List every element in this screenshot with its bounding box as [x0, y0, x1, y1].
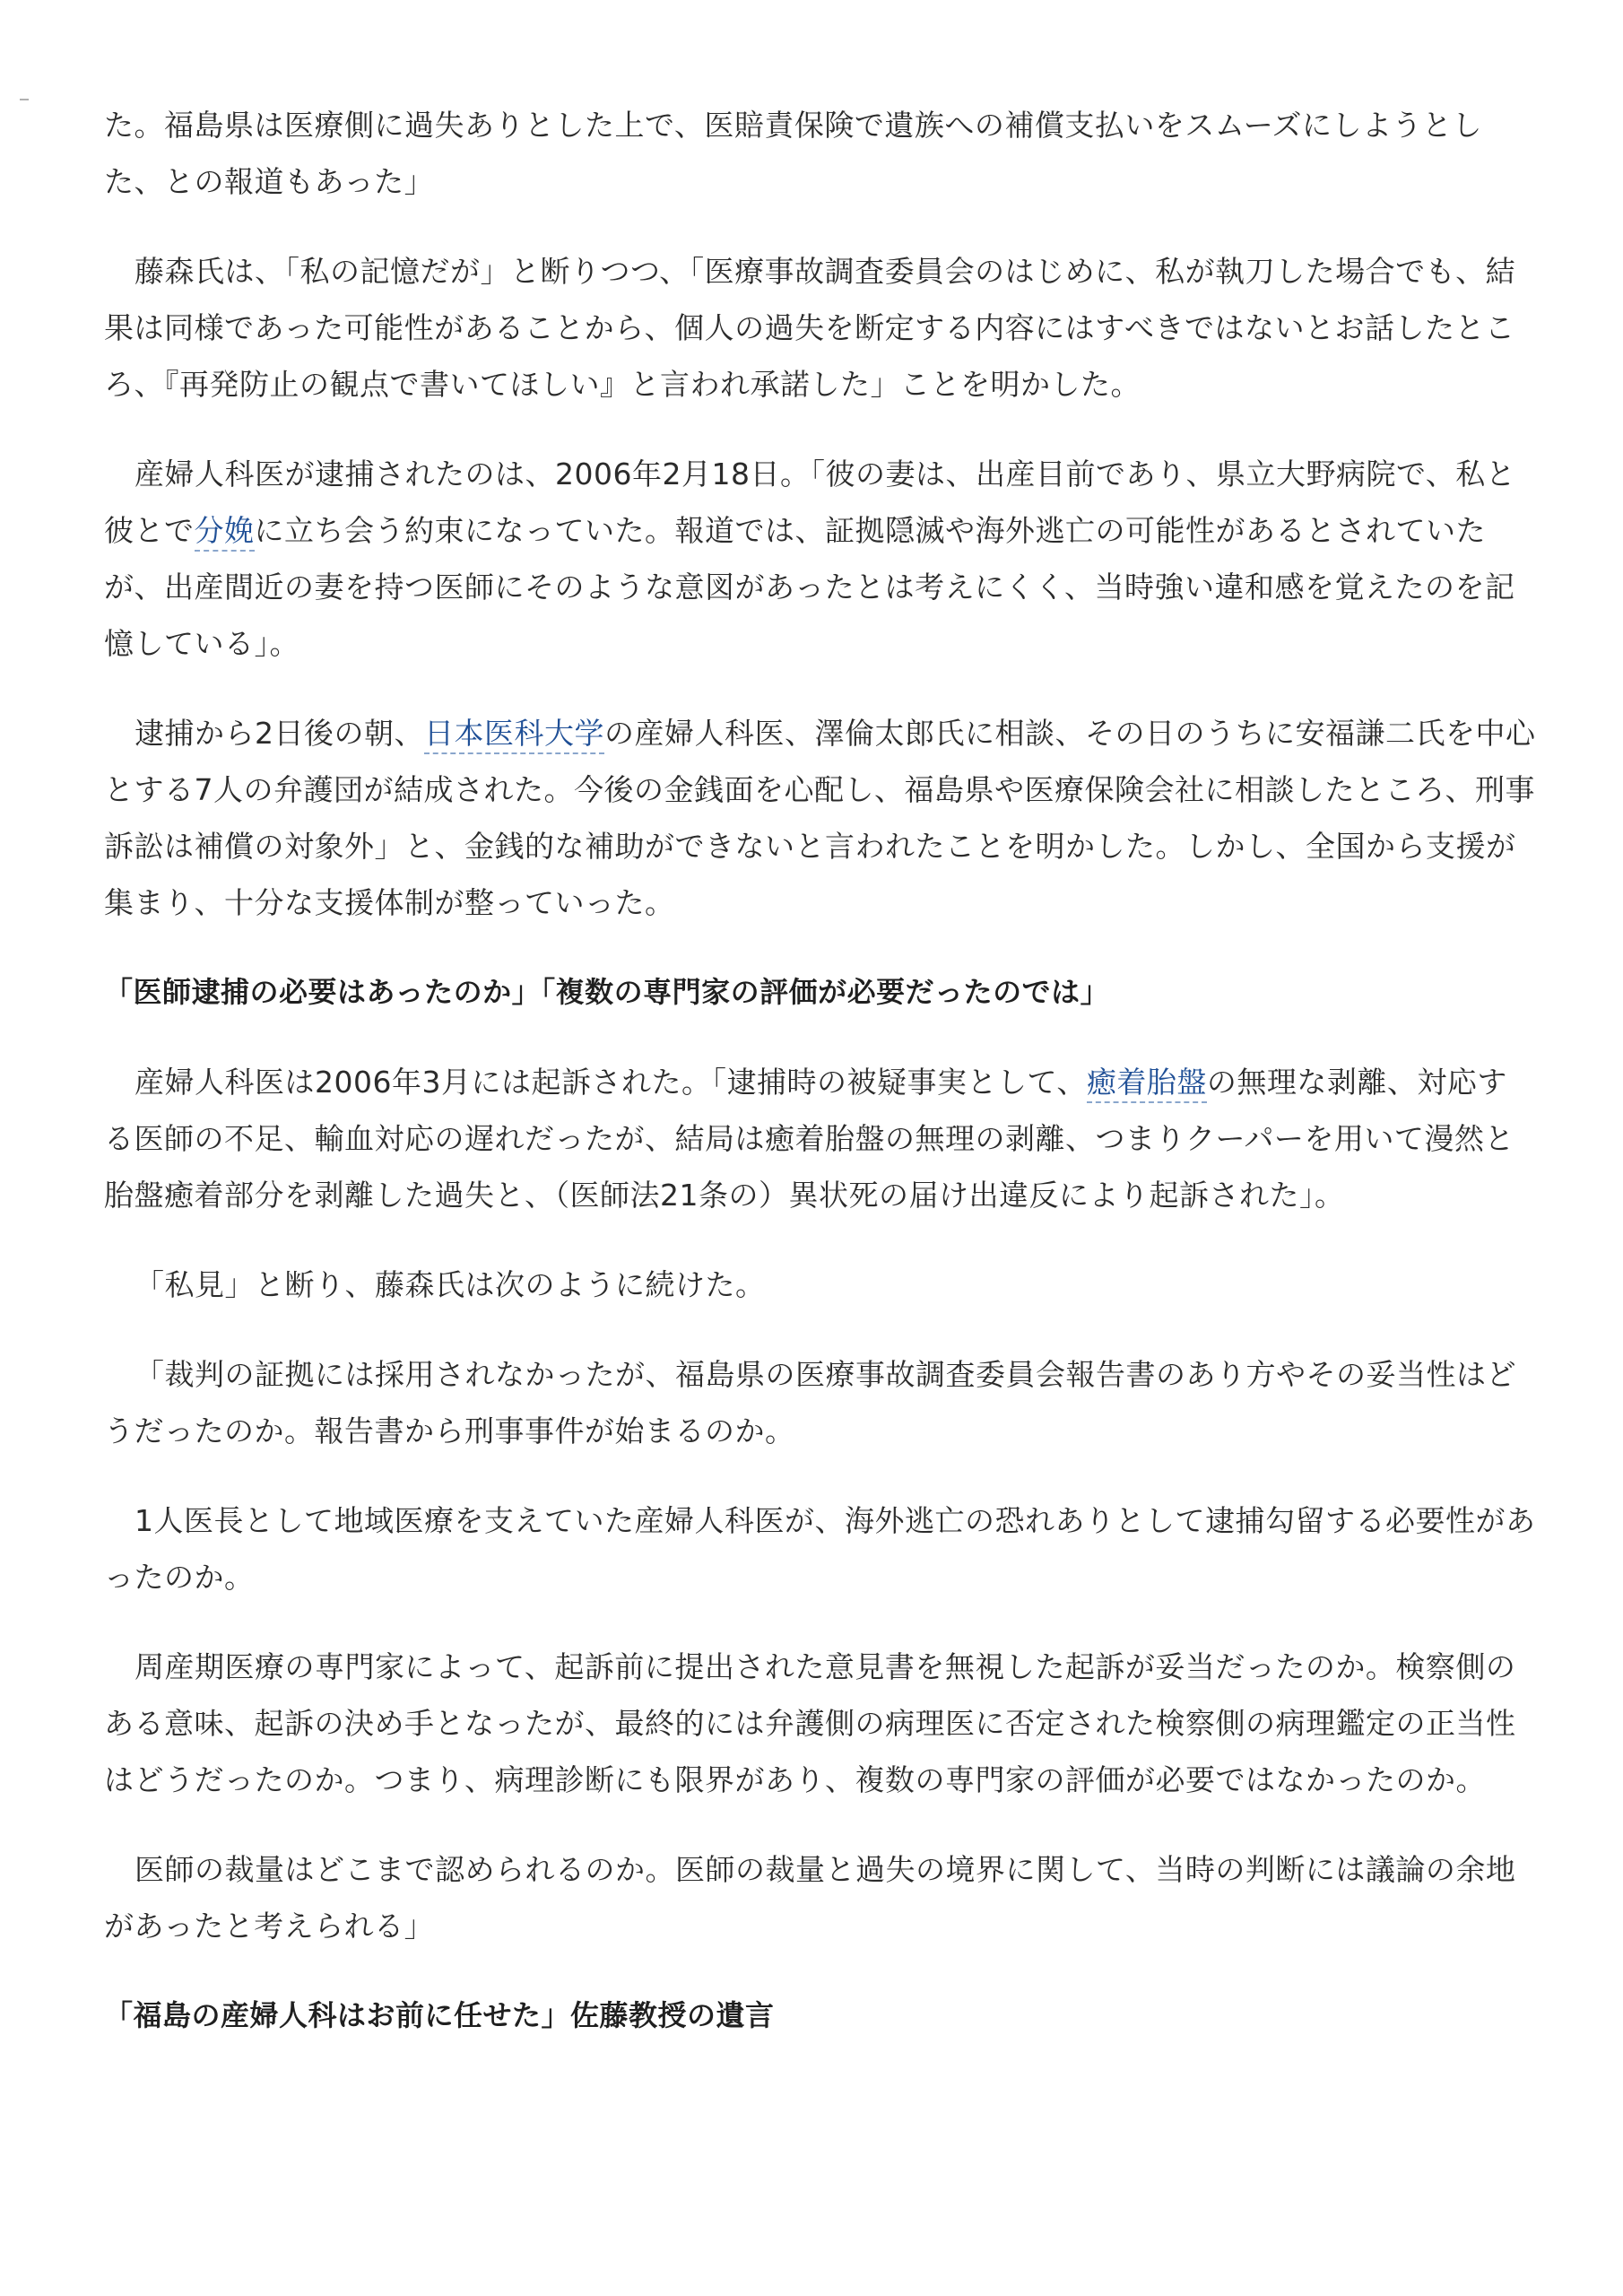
text-run: 1人医長として地域医療を支えていた産婦人科医が、海外逃亡の恐れありとして逮捕勾留する必要性があったのか。: [104, 1503, 1536, 1595]
text-run: 産婦人科医は2006年3月には起訴された。「逮捕時の被疑事実として、: [135, 1065, 1087, 1100]
text-run: 藤森氏は、「私の記憶だが」と断りつつ、「医療事故調査委員会のはじめに、私が執刀した場合でも、結果は同様であった可能性があることから、個人の過失を断定する内容にはすべきではないとお話したところ、『再発防止の観点で書いてほしい』と言われ承諾した」ことを明かした。: [104, 254, 1516, 402]
term-link[interactable]: 分娩: [195, 513, 255, 552]
text-run: に立ち会う約束になっていた。報道では、証拠隠滅や海外逃亡の可能性があるとされていたが、出産間近の妻を持つ医師にそのような意図があったとは考えにくく、当時強い違和感を覚えたのを記憶している」。: [104, 513, 1515, 661]
text-run: 産婦人科医が逮捕されたのは、2006年2月18日。「彼の妻は、出産目前であり、県立大野病院で、私と彼とで: [104, 457, 1516, 548]
paragraph: [104, 1841, 1537, 1954]
text-run: 「私見」と断り、藤森氏は次のように続けた。: [135, 1267, 766, 1302]
text-run: の産婦人科医、澤倫太郎氏に相談、その日のうちに安福謙二氏を中心とする7人の弁護団が結成された。今後の金銭面を心配し、福島県や医療保険会社に相談したところ、刑事訴訟は補償の対象外」と、金銭的な補助ができないと言われたことを明かした。しかし、全国から支援が集まり、十分な支援体制が整っていった。: [104, 716, 1536, 920]
section-heading: [104, 1987, 1537, 2044]
article-body: [104, 97, 1537, 2044]
paragraph: [104, 243, 1537, 413]
paragraph: [104, 97, 1537, 210]
text-run: た。福島県は医療側に過失ありとした上で、医賠責保険で遺族への補償支払いをスムーズにしようとした、との報道もあった」: [104, 108, 1483, 199]
term-link[interactable]: 癒着胎盤: [1087, 1065, 1207, 1103]
text-run: 「裁判の証拠には採用されなかったが、福島県の医療事故調査委員会報告書のあり方やその妥当性はどうだったのか。報告書から刑事事件が始まるのか。: [104, 1357, 1516, 1448]
text-run: 逮捕から2日後の朝、: [135, 716, 424, 751]
text-run: の無理な剥離、対応する医師の不足、輸血対応の遅れだったが、結局は癒着胎盤の無理の剥離、つまりクーパーを用いて漫然と胎盤癒着部分を剥離した過失と、（医師法21条の）異状死の届け出違反により起訴された」。: [104, 1065, 1515, 1213]
text-run: 「福島の産婦人科はお前に任せた」佐藤教授の遺言: [104, 1998, 775, 2032]
paragraph: [104, 1346, 1537, 1459]
paragraph: [104, 1492, 1537, 1605]
term-link[interactable]: 日本医科大学: [424, 716, 604, 754]
section-heading: [104, 964, 1537, 1021]
paragraph: [104, 1054, 1537, 1223]
scan-speck: [20, 99, 29, 100]
paragraph: [104, 446, 1537, 672]
paragraph: [104, 705, 1537, 931]
text-run: 医師の裁量はどこまで認められるのか。医師の裁量と過失の境界に関して、当時の判断には議論の余地があったと考えられる」: [104, 1852, 1516, 1944]
text-run: 「医師逮捕の必要はあったのか」「複数の専門家の評価が必要だったのでは」: [104, 975, 1110, 1009]
paragraph: [104, 1639, 1537, 1808]
text-run: 周産期医療の専門家によって、起訴前に提出された意見書を無視した起訴が妥当だったのか。検察側のある意味、起訴の決め手となったが、最終的には弁護側の病理医に否定された検察側の病理鑑定の正当性はどうだったのか。つまり、病理診断にも限界があり、複数の専門家の評価が必要ではなかったのか。: [104, 1649, 1516, 1797]
paragraph: [104, 1257, 1537, 1313]
